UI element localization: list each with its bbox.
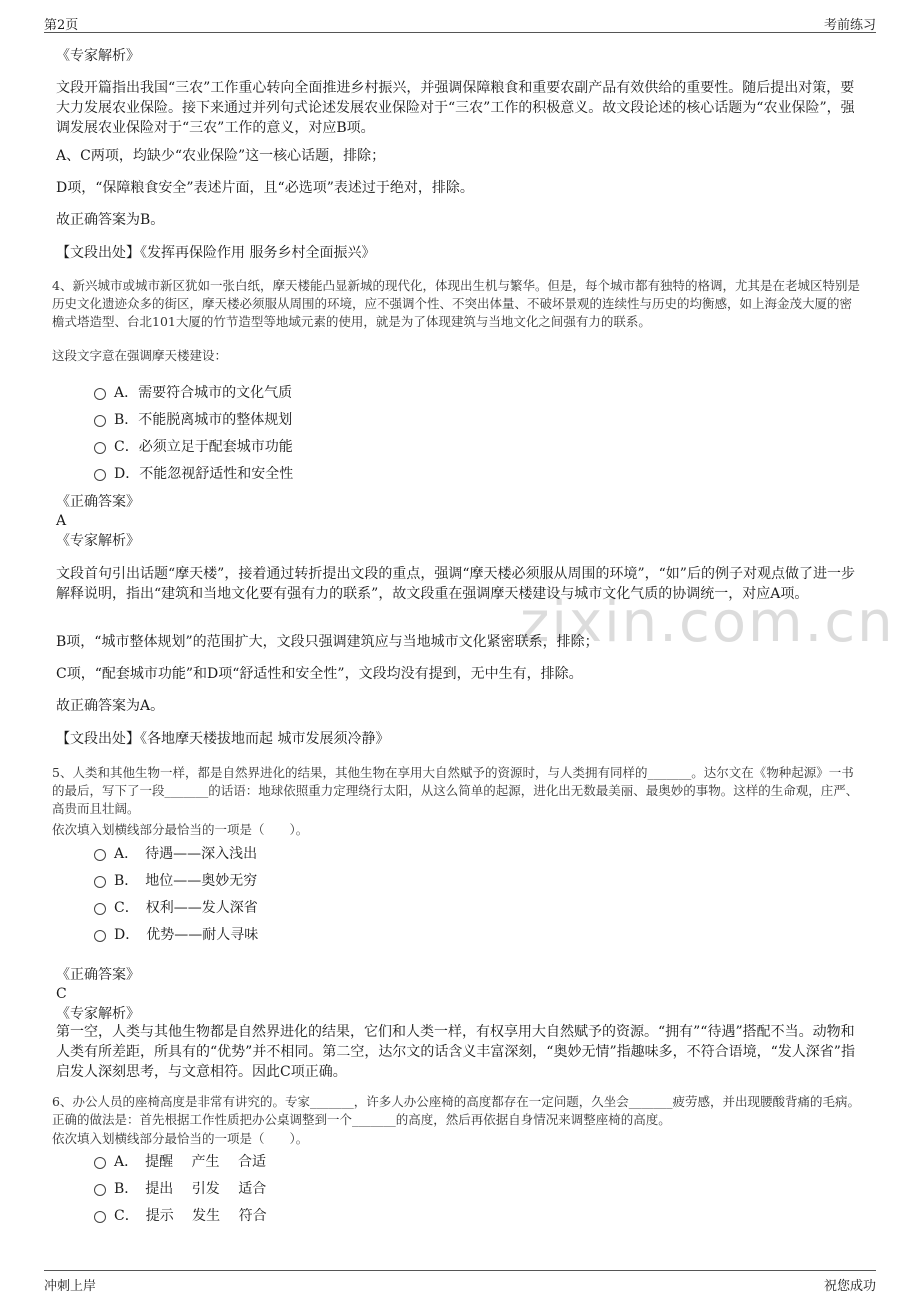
analysis-paragraph: B项，“城市整体规划”的范围扩大，文段只强调建筑应与当地城市文化紧密联系，排除；	[56, 634, 599, 650]
radio-icon[interactable]	[94, 849, 106, 861]
question-stem: 6、办公人员的座椅高度是非常有讲究的。专家_______，许多人办公座椅的高度都存在一定问题，久坐会_______疲劳感，并出现腰酸背痛的毛病。正确的做法是：首先根据工作性质把办公桌调整到一个_______的高度，然后再依据自身情况来调整座椅的高度。	[52, 1094, 860, 1127]
question-prompt: 依次填入划横线部分最恰当的一项是（ ）。	[52, 1131, 309, 1146]
option-b[interactable]	[94, 410, 292, 430]
footer-left: 冲刺上岸	[44, 1279, 97, 1294]
option-label: A．需要符合城市的文化气质	[114, 385, 293, 401]
source-citation: 【文段出处】《各地摩天楼拔地而起 城市发展须冷静》	[56, 731, 390, 747]
option-label: A． 提醒 产生 合适	[114, 1154, 267, 1170]
analysis-paragraph: 第一空，人类与其他生物都是自然界进化的结果，它们和人类一样，有权享用大自然赋予的资源。“拥有”“待遇”搭配不当。动物和人类有所差距，所具有的“优势”并不相同。第二空，达尔文的话含义丰富深刻，“奥妙无情”指趣味多，不符合语境，“发人深省”指启发人深刻思考，与文意相符。因此C项正确。	[56, 1024, 855, 1080]
source-citation: 【文段出处】《发挥再保险作用 服务乡村全面振兴》	[56, 245, 376, 261]
radio-icon[interactable]	[94, 1184, 106, 1196]
option-label: D．不能忽视舒适性和安全性	[114, 466, 294, 482]
option-c[interactable]	[94, 1206, 267, 1226]
page-number: 第2页	[44, 18, 79, 33]
radio-icon[interactable]	[94, 415, 106, 427]
analysis-paragraph: 文段开篇指出我国“三农”工作重心转向全面推进乡村振兴，并强调保障粮食和重要农副产品有效供给的重要性。随后提出对策，要大力发展农业保险。接下来通过并列句式论述发展农业保险对于“三农”工作的积极意义。故文段论述的核心话题为“农业保险”，强调发展农业保险对于“三农”工作的意义，对应B项。	[56, 80, 855, 136]
radio-icon[interactable]	[94, 1157, 106, 1169]
correct-answer: C	[56, 986, 67, 1002]
option-b[interactable]	[94, 1179, 266, 1199]
analysis-paragraph: 文段首句引出话题“摩天楼”，接着通过转折提出文段的重点，强调“摩天楼必须服从周围的环境”，“如”后的例子对观点做了进一步解释说明，指出“建筑和当地文化要有强有力的联系”，故文段重在强调摩天楼建设与城市文化气质的协调统一，对应A项。	[56, 566, 855, 602]
question-prompt: 依次填入划横线部分最恰当的一项是（ ）。	[52, 822, 309, 837]
option-a[interactable]	[94, 383, 292, 403]
footer-right: 祝您成功	[823, 1279, 876, 1294]
radio-icon[interactable]	[94, 876, 106, 888]
option-label: C． 权利——发人深省	[114, 900, 258, 916]
analysis-paragraph: A、C两项，均缺少“农业保险”这一核心话题，排除；	[56, 148, 386, 164]
option-label: C．必须立足于配套城市功能	[114, 439, 293, 455]
option-label: B． 地位——奥妙无穷	[114, 873, 258, 889]
page-footer	[44, 1270, 876, 1295]
option-d[interactable]	[94, 464, 293, 484]
page-header	[44, 12, 876, 33]
analysis-paragraph: 故正确答案为B。	[56, 212, 165, 228]
option-a[interactable]	[94, 1152, 266, 1172]
radio-icon[interactable]	[94, 903, 106, 915]
expert-analysis-heading: 《专家解析》	[56, 533, 140, 549]
question-stem: 4、新兴城市或城市新区犹如一张白纸，摩天楼能凸显新城的现代化，体现出生机与繁华。但是，每个城市都有独特的格调，尤其是在老城区特别是历史文化遗迹众多的街区，摩天楼必须服从周围的环境，应不强调个性、不突出体量、不破坏景观的连续性与历史的均衡感，如上海金茂大厦的密檐式塔造型、台北101大厦的竹节造型等地域元素的使用，就是为了体现建筑与当地文化之间强有力的联系。	[52, 278, 860, 329]
correct-answer: A	[56, 513, 67, 529]
analysis-paragraph: D项，“保障粮食安全”表述片面，且“必选项”表述过于绝对，排除。	[56, 180, 474, 196]
option-d[interactable]	[94, 925, 258, 945]
option-a[interactable]	[94, 844, 257, 864]
option-b[interactable]	[94, 871, 257, 891]
expert-analysis-heading: 《专家解析》	[56, 1006, 140, 1022]
radio-icon[interactable]	[94, 1211, 106, 1223]
question-prompt: 这段文字意在强调摩天楼建设：	[52, 348, 228, 363]
option-c[interactable]	[94, 898, 258, 918]
question-stem: 5、人类和其他生物一样，都是自然界进化的结果，其他生物在享用大自然赋予的资源时，与人类拥有同样的_______。达尔文在《物种起源》一书的最后，写下了一段_______的话语：地球依照重力定理绕行太阳，从这么简单的起源，进化出无数最美丽、最奥妙的事物。这样的生命观，庄严、高贵而且壮阔。	[52, 765, 859, 816]
watermark: zixin.com.cn	[520, 590, 895, 655]
option-label: C． 提示 发生 符合	[114, 1208, 267, 1224]
radio-icon[interactable]	[94, 442, 106, 454]
analysis-paragraph: 故正确答案为A。	[56, 698, 165, 714]
correct-answer-heading: 《正确答案》	[56, 494, 140, 510]
correct-answer-heading: 《正确答案》	[56, 967, 140, 983]
radio-icon[interactable]	[94, 930, 106, 942]
radio-icon[interactable]	[94, 388, 106, 400]
option-label: D． 优势——耐人寻味	[114, 927, 259, 943]
option-label: B． 提出 引发 适合	[114, 1181, 267, 1197]
option-label: B．不能脱离城市的整体规划	[114, 412, 293, 428]
option-c[interactable]	[94, 437, 293, 457]
option-label: A． 待遇——深入浅出	[114, 846, 258, 862]
analysis-paragraph: C项，“配套城市功能”和D项“舒适性和安全性”，文段均没有提到，无中生有，排除。	[56, 666, 583, 682]
radio-icon[interactable]	[94, 469, 106, 481]
expert-analysis-heading: 《专家解析》	[56, 48, 140, 64]
header-title: 考前练习	[823, 18, 876, 33]
